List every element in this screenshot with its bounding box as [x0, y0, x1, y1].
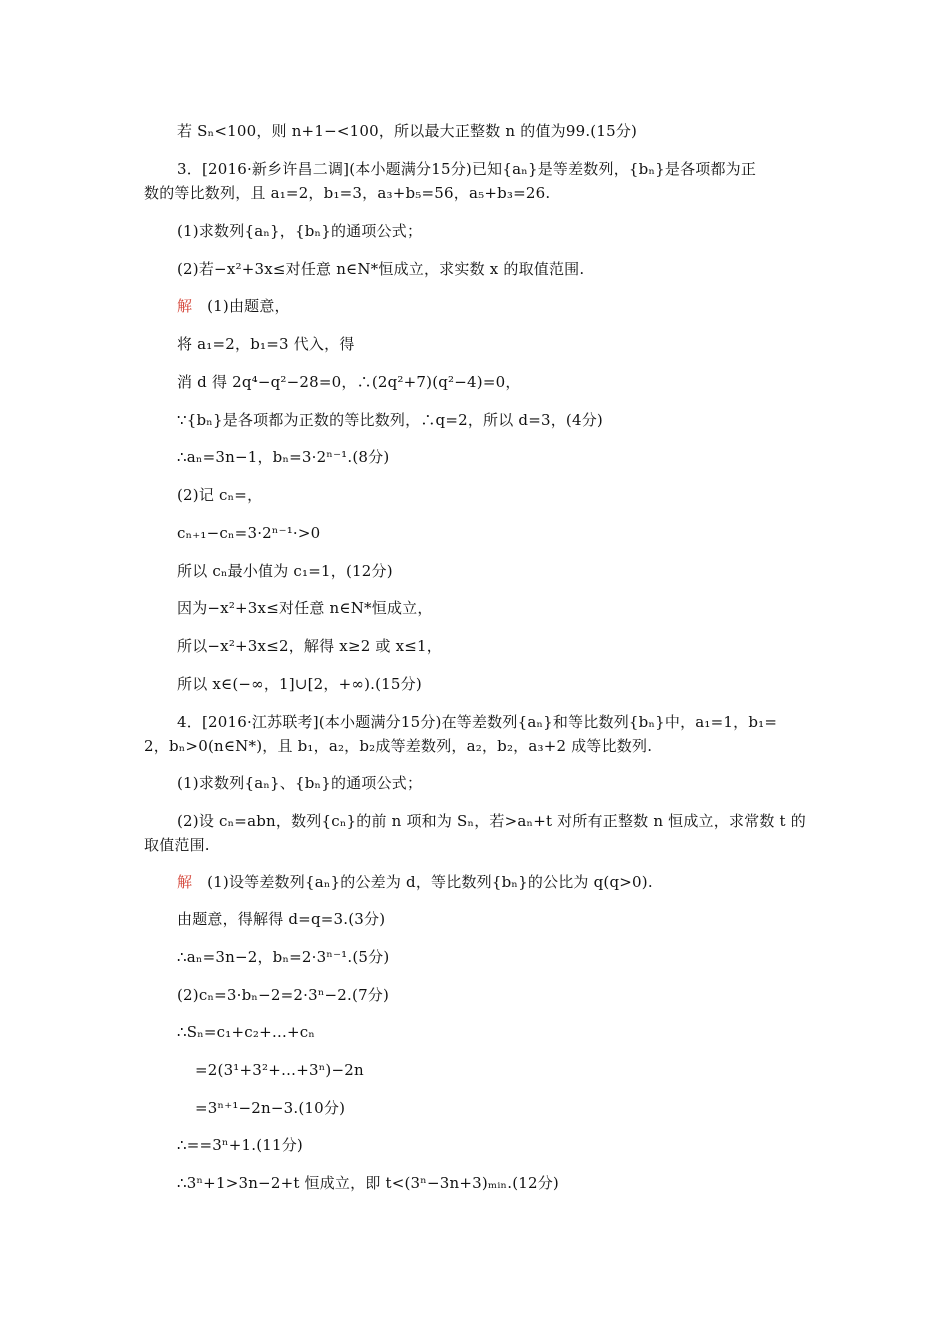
text-line: ∴==3ⁿ+1.(11分)	[177, 1136, 303, 1154]
text-line: 所以 cₙ最小值为 c₁=1，(12分)	[177, 562, 393, 580]
text-line: 所以 x∈(−∞，1]∪[2，+∞).(15分)	[177, 675, 422, 693]
text-line: cₙ₊₁−cₙ=3·2ⁿ⁻¹·>0	[177, 524, 321, 542]
problem-4-line-2: 2，bₙ>0(n∈N*)，且 b₁，a₂，b₂成等差数列，a₂，b₂，a₃+2 成等比数列.	[144, 737, 653, 755]
text-line: 若 Sₙ<100，则 n+1−<100，所以最大正整数 n 的值为99.(15分)	[177, 122, 638, 140]
solution-text: (1)设等差数列{aₙ}的公差为 d，等比数列{bₙ}的公比为 q(q>0).	[207, 873, 653, 891]
solution-label: 解	[177, 297, 193, 315]
text-line: ∵{bₙ}是各项都为正数的等比数列，∴q=2，所以 d=3，(4分)	[177, 411, 603, 429]
text-line: ∴3ⁿ+1>3n−2+t 恒成立，即 t<(3ⁿ−3n+3)ₘᵢₙ.(12分)	[177, 1174, 559, 1192]
problem-3-part-1: (1)求数列{aₙ}，{bₙ}的通项公式；	[177, 222, 423, 240]
text-line: ∴aₙ=3n−2，bₙ=2·3ⁿ⁻¹.(5分)	[177, 948, 390, 966]
text-line: 将 a₁=2，b₁=3 代入，得	[177, 335, 355, 353]
problem-4-line-1: 4．[2016·江苏联考](本小题满分15分)在等差数列{aₙ}和等比数列{bₙ}中，a₁=1，b₁=	[177, 713, 778, 731]
solution-text: (1)由题意，	[207, 297, 290, 315]
problem-3-part-2: (2)若−x²+3x≤对任意 n∈N*恒成立，求实数 x 的取值范围.	[177, 260, 585, 278]
problem-3-line-2: 数的等比数列，且 a₁=2，b₁=3，a₃+b₅=56，a₅+b₃=26.	[144, 184, 551, 202]
text-line: 消 d 得 2q⁴−q²−28=0，∴(2q²+7)(q²−4)=0，	[177, 373, 521, 391]
solution-3-start	[177, 295, 817, 317]
text-line: 由题意，得解得 d=q=3.(3分)	[177, 910, 386, 928]
problem-3-line-1: 3．[2016·新乡许昌二调](本小题满分15分)已知{aₙ}是等差数列，{bₙ}是各项都为正	[177, 160, 757, 178]
solution-label: 解	[177, 873, 193, 891]
text-line: ∴aₙ=3n−1，bₙ=3·2ⁿ⁻¹.(8分)	[177, 448, 390, 466]
problem-4-part-1: (1)求数列{aₙ}、{bₙ}的通项公式；	[177, 774, 423, 792]
text-line: 所以−x²+3x≤2，解得 x≥2 或 x≤1，	[177, 637, 442, 655]
text-line: =3ⁿ⁺¹−2n−3.(10分)	[195, 1099, 346, 1117]
text-line: (2)cₙ=3·bₙ−2=2·3ⁿ−2.(7分)	[177, 986, 390, 1004]
text-line: (2)记 cₙ=，	[177, 486, 263, 504]
text-line: =2(3¹+3²+…+3ⁿ)−2n	[195, 1061, 364, 1079]
solution-4-start	[177, 871, 817, 893]
problem-4-part-2-line-1: (2)设 cₙ=abn，数列{cₙ}的前 n 项和为 Sₙ，若>aₙ+t 对所有正整数 n 恒成立，求常数 t 的	[177, 812, 806, 830]
text-line: ∴Sₙ=c₁+c₂+…+cₙ	[177, 1023, 316, 1041]
problem-4-part-2-line-2: 取值范围.	[144, 836, 210, 854]
text-line: 因为−x²+3x≤对任意 n∈N*恒成立，	[177, 599, 433, 617]
